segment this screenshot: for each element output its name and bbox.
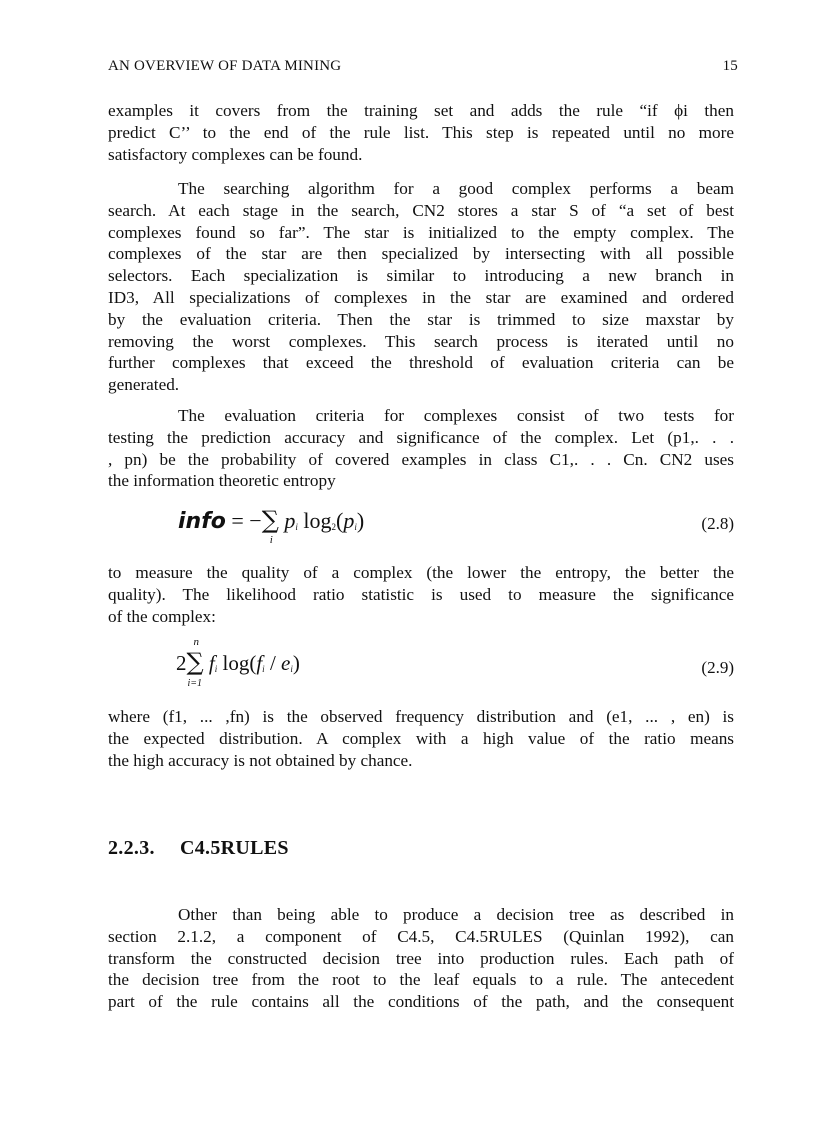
paragraph-5 — [108, 706, 734, 771]
text-line: examples it covers from the training set and adds the rule “if ϕi then — [108, 101, 734, 120]
eq-f-sub: i — [214, 664, 218, 674]
eq-slash: / — [264, 651, 282, 675]
paragraph-2 — [108, 178, 734, 396]
text-line: where (f1, ... ,fn) is the observed frequency distribution and (e1, ... , en) is — [108, 707, 734, 726]
sum-subscript: i — [269, 534, 273, 546]
text-line: The evaluation criteria for complexes consist of two tests for — [178, 406, 734, 425]
section-heading — [108, 837, 289, 860]
text-line: selectors. Each specialization is similar to introducing a new branch in — [108, 266, 734, 286]
equation-number: (2.9) — [701, 658, 734, 677]
equation-body — [178, 506, 365, 546]
page-number: 15 — [722, 58, 738, 74]
equation-2-9 — [108, 636, 734, 700]
text-line: of the complex: — [108, 606, 216, 626]
sum-subscript: i=1 — [187, 678, 203, 689]
text-line: part of the rule contains all the conditions of the path, and the consequent — [108, 992, 734, 1012]
eq-f2: f — [256, 651, 263, 675]
eq-term: p — [284, 508, 296, 533]
eq-close: ) — [292, 651, 300, 675]
eq-coef: 2 — [176, 651, 187, 675]
text-line: predict C’’ to the end of the rule list. This step is repeated until no more — [108, 122, 734, 142]
eq-log: log( — [222, 651, 257, 675]
text-line: section 2.1.2, a component of C4.5, C4.5RULES (Quinlan 1992), can — [108, 926, 734, 946]
eq-paren-open: ( — [336, 508, 344, 533]
equation-body — [176, 636, 300, 689]
text-line: the expected distribution. A complex with a high value of the ratio means — [108, 728, 734, 748]
sum-icon: ∑ — [261, 506, 279, 534]
eq-log: log — [303, 508, 332, 533]
text-line: removing the worst complexes. This search process is iterated until no — [108, 331, 734, 351]
eq-e-sub: i — [290, 664, 293, 674]
paragraph-1 — [108, 100, 734, 165]
eq-arg-sub: i — [354, 522, 357, 532]
text-line: generated. — [108, 375, 180, 395]
section-number: 2.2.3. — [108, 837, 155, 859]
text-line: the information theoretic entropy — [108, 471, 336, 491]
text-line: Other than being able to produce a decision tree as described in — [178, 905, 734, 924]
eq-paren-close: ) — [356, 508, 365, 533]
equation-number: (2.8) — [701, 514, 734, 533]
paragraph-4 — [108, 562, 734, 627]
eq-log-base: 2 — [331, 522, 336, 532]
text-line: complexes found so far”. The star is initialized to the empty complex. The — [108, 222, 734, 242]
text-line: by the evaluation criteria. Then the star is trimmed to size maxstar by — [108, 309, 734, 329]
paragraph-3 — [108, 405, 734, 492]
section-title: C4.5RULES — [180, 837, 289, 859]
text-line: to measure the quality of a complex (the lower the entropy, the better the — [108, 563, 734, 582]
sum-icon: ∑ — [186, 648, 204, 676]
running-title: AN OVERVIEW OF DATA MINING — [108, 58, 342, 74]
text-line: the high accuracy is not obtained by chance. — [108, 750, 413, 770]
text-line: the decision tree from the root to the leaf equals to a rule. The antecedent — [108, 970, 734, 990]
eq-f2-sub: i — [262, 664, 265, 674]
eq-e: e — [281, 651, 291, 675]
text-line: ID3, All specializations of complexes in the star are examined and ordered — [108, 287, 734, 307]
equation-2-8 — [108, 506, 734, 558]
eq-term-sub: i — [295, 522, 298, 532]
text-line: transform the constructed decision tree into production rules. Each path of — [108, 948, 734, 968]
text-line: The searching algorithm for a good complex performs a beam — [178, 179, 734, 198]
text-line: , pn) be the probability of covered examples in class C1,. . . Cn. CN2 uses — [108, 449, 734, 469]
eq-arg: p — [343, 508, 355, 533]
text-line: satisfactory complexes can be found. — [108, 144, 363, 164]
eq-lhs: info — [178, 509, 226, 534]
sum-symbol-wrap — [261, 506, 279, 546]
paragraph-6 — [108, 904, 734, 1013]
text-line: testing the prediction accuracy and significance of the complex. Let (p1,. . . — [108, 427, 734, 447]
sum-symbol-wrap — [186, 636, 204, 689]
eq-f: f — [208, 651, 215, 675]
text-line: quality). The likelihood ratio statistic is used to measure the significance — [108, 584, 734, 604]
sum-superscript: n — [193, 636, 199, 648]
eq-equals: = − — [231, 508, 262, 533]
text-line: further complexes that exceed the threshold of evaluation criteria can be — [108, 353, 734, 373]
text-line: search. At each stage in the search, CN2 stores a star S of “a set of best — [108, 200, 734, 220]
text-line: complexes of the star are then specialized by intersecting with all possible — [108, 244, 734, 264]
